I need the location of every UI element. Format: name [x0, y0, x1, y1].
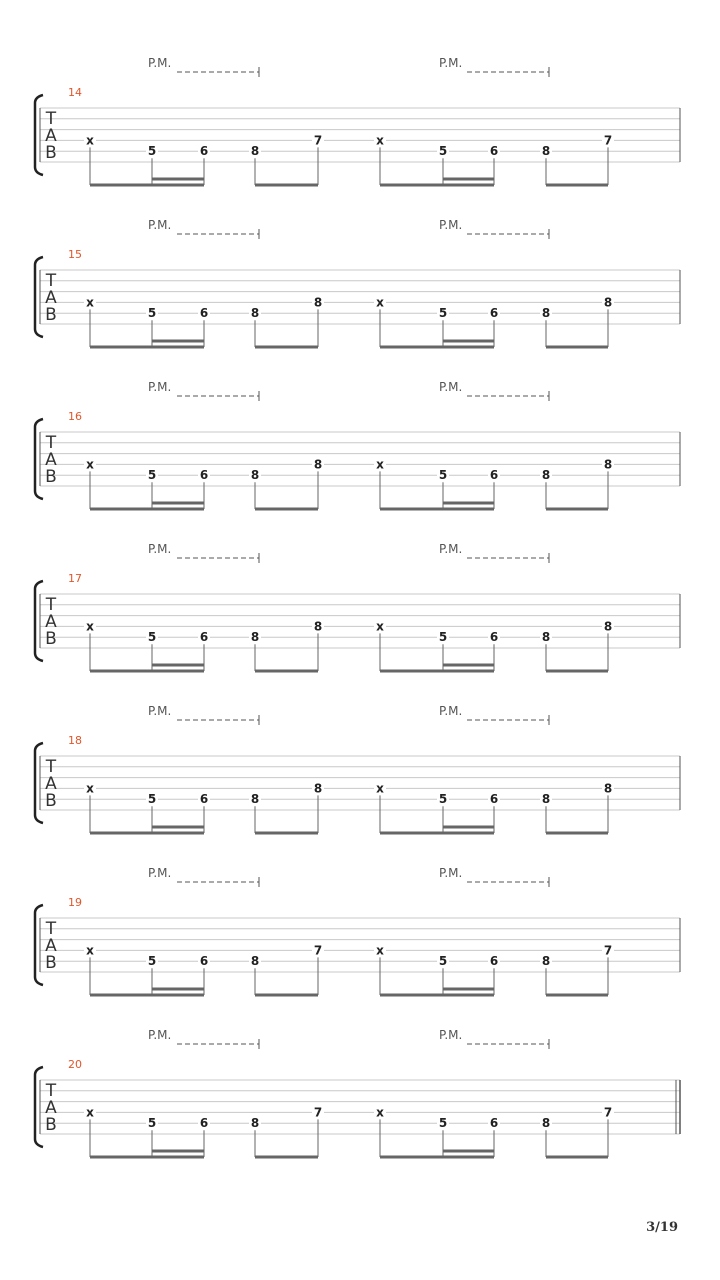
tab-note: 5 — [438, 1116, 448, 1131]
measure-number: 16 — [68, 410, 82, 423]
tab-note: 5 — [438, 144, 448, 159]
tab-note: 5 — [147, 792, 157, 807]
secondary-beam — [443, 502, 494, 505]
palm-mute-label: P.M. — [439, 380, 463, 394]
tab-system — [35, 1028, 680, 1159]
tab-note: 5 — [147, 468, 157, 483]
system-bracket — [35, 743, 43, 823]
system-bracket — [35, 95, 43, 175]
secondary-beam — [152, 664, 204, 667]
tab-note: 5 — [438, 468, 448, 483]
palm-mute-label: P.M. — [148, 56, 172, 70]
tab-note: x — [86, 619, 94, 634]
tab-note: 7 — [313, 943, 323, 958]
secondary-beam — [152, 1150, 204, 1153]
secondary-beam — [152, 340, 204, 343]
beam — [380, 1156, 494, 1159]
tab-note: 8 — [250, 306, 260, 321]
tab-note: 7 — [603, 943, 613, 958]
measure-number: 20 — [68, 1058, 82, 1071]
system-bracket — [35, 1067, 43, 1147]
tab-note: 8 — [250, 468, 260, 483]
tab-note: 7 — [603, 133, 613, 148]
tab-note: 6 — [199, 954, 209, 969]
tab-note: 6 — [489, 792, 499, 807]
beam — [90, 508, 204, 511]
tab-note: x — [376, 781, 384, 796]
tab-note: 8 — [313, 457, 323, 472]
tab-clef-letter: B — [45, 629, 57, 649]
tab-clef-letter: A — [45, 126, 57, 146]
palm-mute-label: P.M. — [439, 218, 463, 232]
beam — [255, 670, 318, 673]
beam — [90, 832, 204, 835]
tab-clef-letter: B — [45, 1115, 57, 1135]
tab-clef-letter: B — [45, 305, 57, 325]
tab-note: 5 — [438, 630, 448, 645]
tab-note: x — [376, 1105, 384, 1120]
palm-mute-label: P.M. — [148, 542, 172, 556]
tab-note: 8 — [603, 781, 613, 796]
beam — [380, 994, 494, 997]
tab-note: 5 — [147, 1116, 157, 1131]
tab-note: 8 — [541, 306, 551, 321]
tab-clef-letter: A — [45, 936, 57, 956]
secondary-beam — [443, 178, 494, 181]
tab-clef-letter: T — [45, 433, 57, 453]
tab-note: 8 — [541, 630, 551, 645]
beam — [546, 1156, 608, 1159]
tab-clef-letter: B — [45, 143, 57, 163]
beam — [90, 994, 204, 997]
tab-note: 7 — [313, 133, 323, 148]
beam — [380, 508, 494, 511]
beam — [546, 184, 608, 187]
system-bracket — [35, 581, 43, 661]
tab-system — [35, 866, 680, 997]
palm-mute-label: P.M. — [439, 56, 463, 70]
tab-clef-letter: T — [45, 757, 57, 777]
tab-note: 8 — [541, 1116, 551, 1131]
tab-note: 8 — [313, 295, 323, 310]
tab-note: 5 — [147, 144, 157, 159]
beam — [546, 832, 608, 835]
tab-note: x — [376, 619, 384, 634]
tab-note: 8 — [313, 781, 323, 796]
tab-system — [35, 704, 680, 835]
beam — [546, 508, 608, 511]
tab-note: 5 — [438, 954, 448, 969]
tab-note: 7 — [313, 1105, 323, 1120]
tab-note: 6 — [199, 144, 209, 159]
tab-note: 6 — [199, 792, 209, 807]
tab-note: x — [86, 781, 94, 796]
tab-note: 6 — [489, 144, 499, 159]
tab-clef-letter: A — [45, 450, 57, 470]
tab-note: 8 — [250, 1116, 260, 1131]
tab-note: x — [86, 295, 94, 310]
palm-mute-label: P.M. — [148, 380, 172, 394]
tab-note: 6 — [489, 306, 499, 321]
beam — [255, 508, 318, 511]
tab-system — [35, 380, 680, 511]
beam — [546, 670, 608, 673]
tab-note: 6 — [489, 954, 499, 969]
tab-note: x — [86, 1105, 94, 1120]
page-number: 3/19 — [646, 1220, 678, 1235]
system-bracket — [35, 419, 43, 499]
beam — [255, 994, 318, 997]
beam — [546, 994, 608, 997]
tab-clef-letter: A — [45, 288, 57, 308]
beam — [255, 184, 318, 187]
beam — [380, 832, 494, 835]
tab-note: 5 — [147, 306, 157, 321]
tab-note: 8 — [541, 468, 551, 483]
tab-note: x — [376, 133, 384, 148]
secondary-beam — [152, 988, 204, 991]
tab-note: 5 — [147, 630, 157, 645]
tab-note: x — [376, 295, 384, 310]
tab-note: 6 — [489, 468, 499, 483]
palm-mute-label: P.M. — [439, 866, 463, 880]
tab-note: 8 — [250, 792, 260, 807]
tab-system — [35, 56, 680, 187]
tab-note: 6 — [489, 1116, 499, 1131]
tab-note: 5 — [147, 954, 157, 969]
measure-number: 19 — [68, 896, 82, 909]
palm-mute-label: P.M. — [439, 704, 463, 718]
beam — [380, 184, 494, 187]
tab-note: x — [376, 943, 384, 958]
tab-note: 8 — [603, 619, 613, 634]
palm-mute-label: P.M. — [148, 1028, 172, 1042]
secondary-beam — [443, 826, 494, 829]
system-bracket — [35, 905, 43, 985]
secondary-beam — [152, 178, 204, 181]
tab-clef-letter: T — [45, 919, 57, 939]
tab-note: 7 — [603, 1105, 613, 1120]
beam — [90, 1156, 204, 1159]
palm-mute-label: P.M. — [439, 1028, 463, 1042]
secondary-beam — [152, 502, 204, 505]
tab-note: 8 — [541, 144, 551, 159]
measure-number: 14 — [68, 86, 82, 99]
tab-note: 5 — [438, 792, 448, 807]
palm-mute-label: P.M. — [148, 704, 172, 718]
tab-clef-letter: T — [45, 595, 57, 615]
palm-mute-label: P.M. — [148, 866, 172, 880]
beam — [546, 346, 608, 349]
palm-mute-label: P.M. — [148, 218, 172, 232]
tab-note: 6 — [199, 1116, 209, 1131]
tab-note: 6 — [199, 468, 209, 483]
beam — [90, 670, 204, 673]
system-bracket — [35, 257, 43, 337]
tab-system — [35, 542, 680, 673]
tab-note: x — [376, 457, 384, 472]
secondary-beam — [443, 1150, 494, 1153]
beam — [90, 346, 204, 349]
palm-mute-label: P.M. — [439, 542, 463, 556]
beam — [255, 346, 318, 349]
tab-clef-letter: A — [45, 774, 57, 794]
beam — [255, 832, 318, 835]
tab-note: 8 — [250, 630, 260, 645]
secondary-beam — [443, 340, 494, 343]
secondary-beam — [443, 988, 494, 991]
tab-clef-letter: A — [45, 612, 57, 632]
tab-clef-letter: A — [45, 1098, 57, 1118]
measure-number: 18 — [68, 734, 82, 747]
tab-note: 8 — [313, 619, 323, 634]
beam — [380, 670, 494, 673]
tab-note: 6 — [199, 630, 209, 645]
tab-system — [35, 218, 680, 349]
tab-clef-letter: T — [45, 109, 57, 129]
tab-clef-letter: T — [45, 1081, 57, 1101]
tab-note: x — [86, 457, 94, 472]
tab-note: 6 — [199, 306, 209, 321]
tab-note: 8 — [603, 295, 613, 310]
beam — [380, 346, 494, 349]
beam — [90, 184, 204, 187]
secondary-beam — [152, 826, 204, 829]
tab-note: 8 — [250, 954, 260, 969]
tab-clef-letter: T — [45, 271, 57, 291]
secondary-beam — [443, 664, 494, 667]
tab-clef-letter: B — [45, 953, 57, 973]
measure-number: 17 — [68, 572, 82, 585]
tab-note: x — [86, 133, 94, 148]
tab-clef-letter: B — [45, 791, 57, 811]
tab-note: 5 — [438, 306, 448, 321]
tab-note: 6 — [489, 630, 499, 645]
tab-note: x — [86, 943, 94, 958]
tab-clef-letter: B — [45, 467, 57, 487]
tab-note: 8 — [541, 954, 551, 969]
measure-number: 15 — [68, 248, 82, 261]
tab-note: 8 — [541, 792, 551, 807]
beam — [255, 1156, 318, 1159]
tab-note: 8 — [250, 144, 260, 159]
tab-note: 8 — [603, 457, 613, 472]
